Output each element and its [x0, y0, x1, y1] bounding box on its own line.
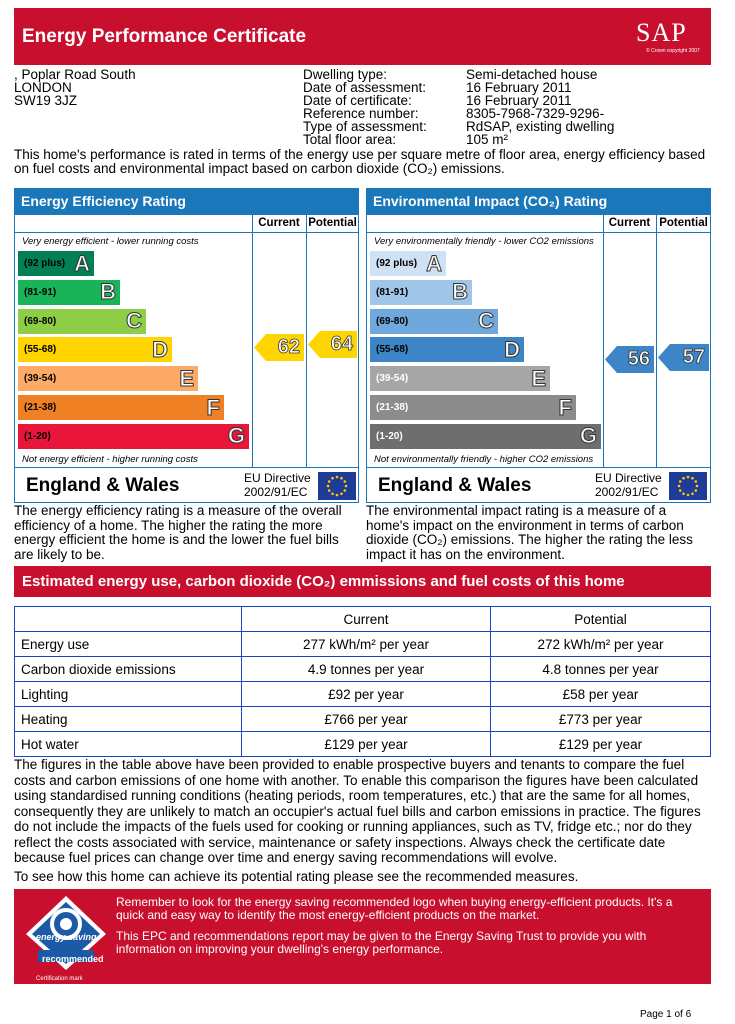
band-range-label: (39-54) [376, 373, 409, 385]
table-row [15, 657, 711, 682]
row-current: 277 kWh/m² per year [242, 632, 491, 657]
band-letter: B [100, 279, 116, 305]
band-range-label: (55-68) [24, 344, 57, 356]
row-current: £129 per year [242, 732, 491, 757]
divider [306, 214, 307, 467]
directive-line: EU Directive [595, 471, 662, 485]
estimates-header: Estimated energy use, carbon dioxide (CO₂) emmissions and fuel costs of this home [14, 566, 711, 597]
eu-star [343, 480, 346, 483]
sap-logo-copyright: © Crown copyright 2007 [646, 48, 700, 54]
band-range-label: (39-54) [24, 373, 57, 385]
page-number: Page 1 of 6 [640, 1009, 692, 1020]
eu-star [328, 489, 331, 492]
address-line: SW19 3JZ [14, 93, 78, 108]
eu-stars [669, 472, 707, 500]
eu-star [687, 494, 690, 497]
estimates-table [14, 606, 711, 757]
env-current-arrow [605, 346, 654, 373]
eu-star [696, 485, 699, 488]
env-potential-heading: Potential [659, 217, 708, 229]
table-row [15, 682, 711, 707]
band-range-label: (1-20) [376, 430, 403, 442]
table-header-potential: Potential [491, 607, 711, 632]
energy-band-g [18, 424, 249, 449]
detail-label: Dwelling type: [303, 67, 388, 82]
energy-region: England & Wales [26, 475, 180, 496]
eu-star [687, 476, 690, 479]
divider [656, 214, 657, 467]
detail-value: Semi-detached house [466, 67, 598, 82]
energy-current-arrow [254, 334, 304, 361]
band-range-label: (81-91) [24, 286, 57, 298]
band-range-label: (55-68) [376, 344, 409, 356]
energy-band-d [18, 337, 172, 362]
env-band-a [370, 251, 446, 276]
band-letter: F [558, 394, 572, 420]
table-row [15, 732, 711, 757]
energy-band-a [18, 251, 94, 276]
band-letter: G [227, 423, 245, 449]
eu-star [327, 485, 330, 488]
eu-star [679, 489, 682, 492]
energy-saving-recommended-logo [24, 894, 108, 972]
row-current: 4.9 tonnes per year [242, 657, 491, 682]
row-label: Energy use [15, 632, 242, 657]
band-letter: E [531, 365, 546, 391]
row-current: £92 per year [242, 682, 491, 707]
env-current-value: 56 [627, 348, 650, 370]
energy-band-f [18, 395, 224, 420]
eu-star [336, 476, 339, 479]
energy-potential-heading: Potential [308, 217, 357, 229]
directive-line: 2002/91/EC [595, 485, 659, 499]
row-potential: 4.8 tonnes per year [491, 657, 711, 682]
eu-star [331, 477, 334, 480]
band-letter: A [74, 250, 90, 276]
address-line: , Poplar Road South [14, 67, 136, 82]
eu-star [679, 480, 682, 483]
row-current: £766 per year [242, 707, 491, 732]
detail-value: 105 m² [466, 132, 509, 147]
env-potential-arrow [658, 344, 709, 371]
env-directive [595, 471, 662, 499]
band-range-label: (21-38) [24, 402, 57, 413]
band-range-label: (21-38) [376, 402, 409, 413]
divider [366, 467, 711, 468]
row-potential: £129 per year [491, 732, 711, 757]
env-current-heading: Current [608, 217, 651, 229]
eu-star [694, 480, 697, 483]
directive-line: EU Directive [244, 471, 311, 485]
detail-value: RdSAP, existing dwelling [466, 119, 615, 134]
band-letter: B [452, 279, 468, 305]
eu-star [691, 492, 694, 495]
table-header-current: Current [242, 607, 491, 632]
eu-star [340, 477, 343, 480]
row-label: Hot water [15, 732, 242, 757]
eu-star [694, 489, 697, 492]
env-band-g [370, 424, 601, 449]
row-label: Lighting [15, 682, 242, 707]
figures-explanation: The figures in the table above have been provided to enable prospective buyers and tenants to compare the fuel costs and carbon emissions of one home with another. To enable this comparison the figures have been calculated using standardised running conditions (heating periods, room temperatures, etc.) that are the same for all homes, consequently they are unlikely to match an occupier's actual fuel bills and carbon emissions in practice. The figures do not include the impacts of the fuels used for cooking or running appliances, such as TV, fridge etc.; nor do they reflect the costs associated with service, maintenance or safety inspections. Always check the certificate date because fuel prices can change over time and energy saving recommendations will evolve. [14, 757, 701, 865]
footer-paragraph: This EPC and recommendations report may be given to the Energy Saving Trust to provide you with information on improving your dwelling's energy performance. [116, 929, 647, 956]
energy-potential-arrow [308, 331, 357, 358]
footer-paragraph: Remember to look for the energy saving recommended logo when buying energy-efficient products. It's a quick and easy way to identify the most energy-efficient products on the market. [116, 895, 673, 922]
energy-potential-value: 64 [330, 333, 353, 355]
table-header-blank [15, 607, 242, 632]
sap-logo: SAP [636, 18, 687, 47]
band-letter: C [478, 308, 494, 334]
divider [366, 232, 711, 233]
divider [14, 232, 359, 233]
env-top-note: Very environmentally friendly - lower CO2 emissions [374, 236, 594, 247]
intro-text: This home's performance is rated in terms of the energy use per square metre of floor area, energy efficiency based on fuel costs and environmental impact based on carbon dioxide (CO₂) emissions. [14, 147, 706, 176]
address-line: LONDON [14, 80, 72, 95]
detail-label: Date of certificate: [303, 93, 412, 108]
table-row [15, 707, 711, 732]
energy-current-heading: Current [258, 217, 300, 229]
row-label: Carbon dioxide emissions [15, 657, 242, 682]
eu-star [691, 477, 694, 480]
band-letter: D [504, 336, 520, 362]
eu-flag-icon [318, 472, 356, 500]
row-label: Heating [15, 707, 242, 732]
energy-current-value: 62 [277, 336, 300, 358]
row-potential: £58 per year [491, 682, 711, 707]
energy-rating-header: Energy Efficiency Rating [14, 188, 359, 214]
band-letter: C [126, 308, 142, 334]
band-range-label: (1-20) [24, 430, 51, 442]
energy-band-b [18, 280, 120, 305]
env-band-e [370, 366, 550, 391]
eu-star [682, 477, 685, 480]
band-range-label: (92 plus) [24, 258, 66, 269]
recommendation-note: To see how this home can achieve its potential rating please see the recommended measures. [14, 869, 579, 884]
eu-star [336, 494, 339, 497]
env-region: England & Wales [378, 475, 532, 496]
band-letter: E [179, 365, 194, 391]
table-header-row [15, 607, 711, 632]
directive-line: 2002/91/EC [244, 485, 308, 499]
table-row [15, 632, 711, 657]
detail-label: Reference number: [303, 106, 419, 121]
divider [252, 214, 253, 467]
certificate-title: Energy Performance Certificate [22, 26, 307, 47]
environment-rating-header: Environmental Impact (CO₂) Rating [366, 188, 711, 214]
divider [603, 214, 604, 467]
energy-directive [244, 471, 311, 499]
band-range-label: (92 plus) [376, 258, 418, 269]
env-bottom-note: Not environmentally friendly - higher CO2 emissions [374, 454, 594, 465]
band-range-label: (81-91) [376, 286, 409, 298]
eu-star [331, 492, 334, 495]
energy-bottom-note: Not energy efficient - higher running costs [22, 454, 198, 465]
band-letter: D [152, 336, 168, 362]
eu-star [343, 489, 346, 492]
detail-label: Type of assessment: [303, 119, 427, 134]
env-band-b [370, 280, 472, 305]
eu-flag-icon [669, 472, 707, 500]
band-range-label: (69-80) [24, 315, 57, 327]
row-potential: £773 per year [491, 707, 711, 732]
energy-band-e [18, 366, 198, 391]
eu-star [682, 492, 685, 495]
energy-explain: The energy efficiency rating is a measure of the overall efficiency of a home. The higher the rating the more energy efficient the home is and the lower the fuel bills are likely to be. [14, 503, 342, 562]
band-letter: G [579, 423, 597, 449]
detail-value: 16 February 2011 [466, 93, 572, 108]
eu-star [345, 485, 348, 488]
detail-label: Total floor area: [303, 132, 397, 147]
eu-star [328, 480, 331, 483]
band-letter: A [426, 250, 442, 276]
eu-star [678, 485, 681, 488]
property-details-labels [303, 68, 427, 146]
env-band-d [370, 337, 524, 362]
eu-star [340, 492, 343, 495]
property-details-values [466, 68, 614, 146]
row-potential: 272 kWh/m² per year [491, 632, 711, 657]
certification-mark-label: Certification mark [36, 976, 83, 982]
detail-value: 8305-7968-7329-9296- [466, 106, 605, 121]
env-band-f [370, 395, 576, 420]
detail-value: 16 February 2011 [466, 80, 572, 95]
energy-top-note: Very energy efficient - lower running costs [22, 236, 199, 247]
logo-text-line1: energy saving [36, 932, 97, 942]
env-explain: The environmental impact rating is a measure of a home's impact on the environment in terms of carbon dioxide (CO₂) emissions. The higher the rating the less impact it has on the environment. [366, 503, 693, 562]
divider [14, 467, 359, 468]
energy-band-c [18, 309, 146, 334]
band-letter: F [206, 394, 220, 420]
property-address [14, 68, 136, 107]
env-potential-value: 57 [682, 346, 705, 368]
detail-label: Date of assessment: [303, 80, 427, 95]
band-range-label: (69-80) [376, 315, 409, 327]
logo-text-line2: recommended [42, 954, 104, 964]
eu-stars [318, 472, 356, 500]
env-band-c [370, 309, 498, 334]
